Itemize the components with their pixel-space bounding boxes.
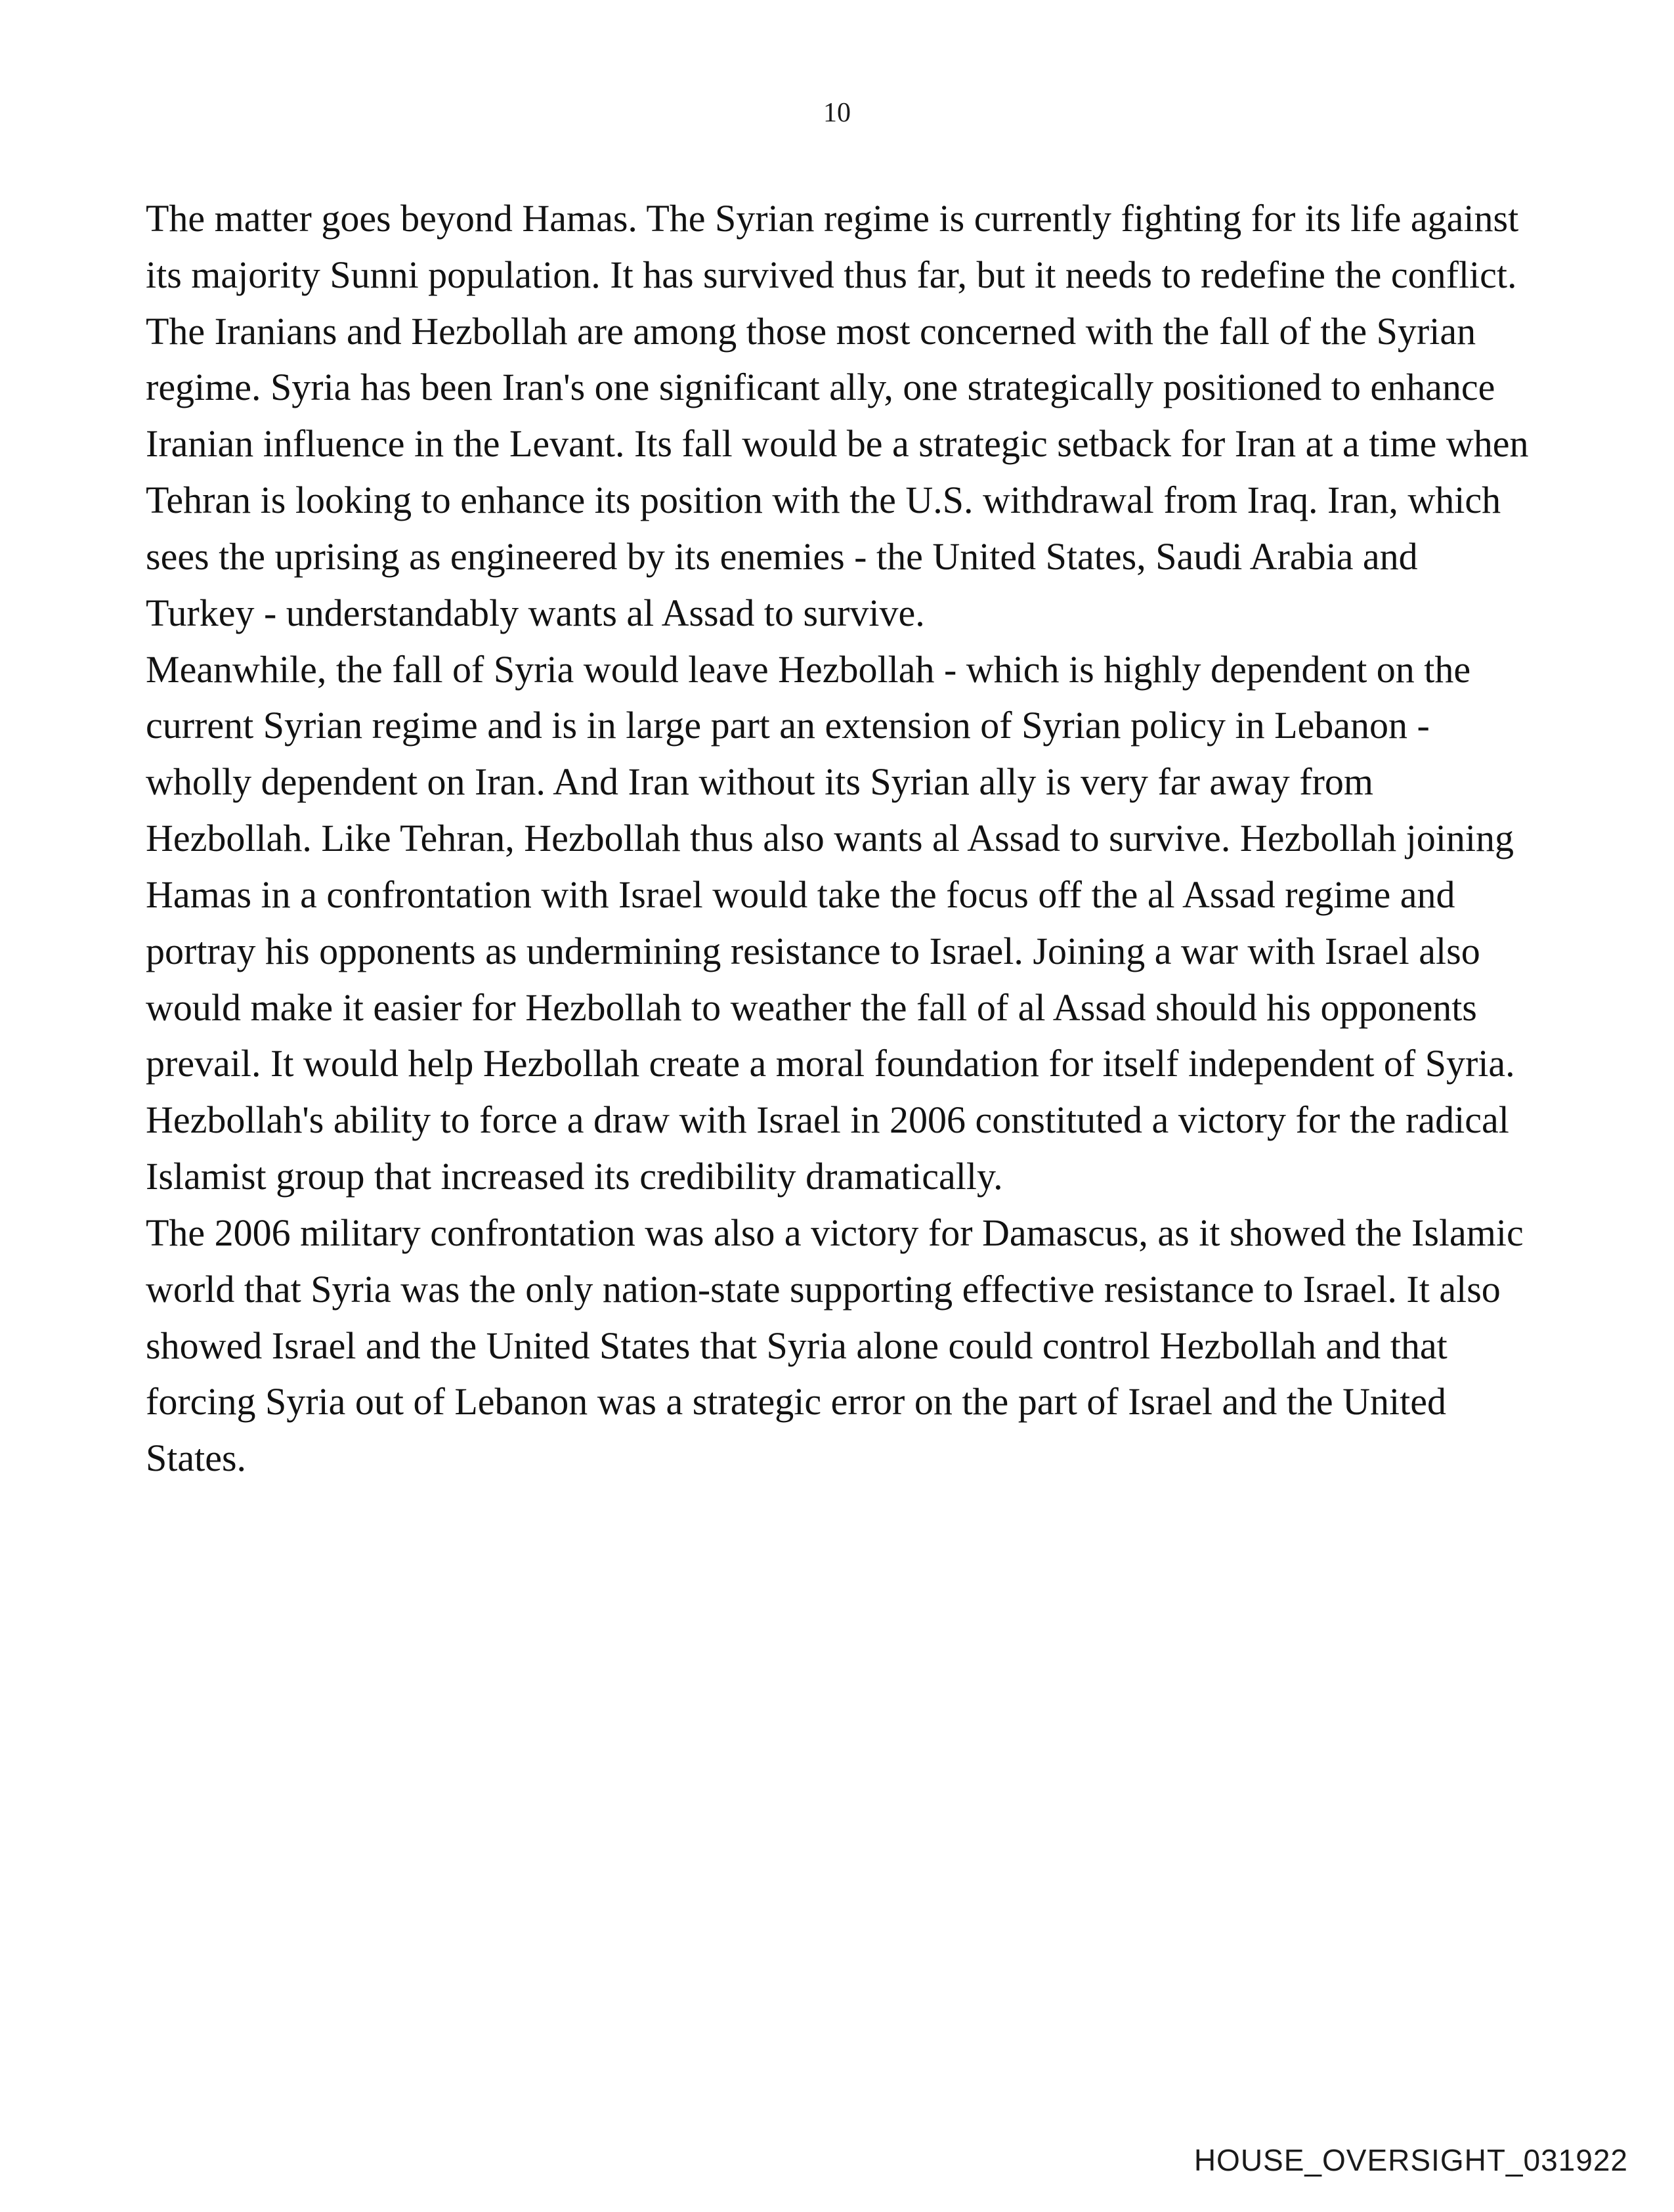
- document-body: [146, 190, 1531, 1486]
- paragraph-3: The 2006 military confrontation was also a victory for Damascus, as it showed the Islamic world that Syria was the only nation-state supporting effective resistance to Israel. It also showed Israel and the United States that Syria alone could control Hezbollah and that forcing Syria out of Lebanon was a strategic error on the part of Israel and the United States.: [146, 1211, 1524, 1480]
- page-number: 10: [823, 98, 851, 128]
- paragraph-2: Meanwhile, the fall of Syria would leave Hezbollah - which is highly dependent on the current Syrian regime and is in large part an extension of Syrian policy in Lebanon - wholly dependent on Iran. And Iran without its Syrian ally is very far away from Hezbollah. Like Tehran, Hezbollah thus also wants al Assad to survive. Hezbollah joining Hamas in a confrontation with Israel would take the focus off the al Assad regime and portray his opponents as undermining resistance to Israel. Joining a war with Israel also would make it easier for Hezbollah to weather the fall of al Assad should his opponents prevail. It would help Hezbollah create a moral foundation for itself independent of Syria. Hezbollah's ability to force a draw with Israel in 2006 constituted a victory for the radical Islamist group that increased its credibility dramatically.: [146, 647, 1515, 1198]
- bates-stamp: HOUSE_OVERSIGHT_031922: [1193, 2143, 1628, 2177]
- paragraph-1: The matter goes beyond Hamas. The Syrian regime is currently fighting for its life against its majority Sunni population. It has survived thus far, but it needs to redefine the conflict. The Iranians and Hezbollah are among those most concerned with the fall of the Syrian regime. Syria has been Iran's one significant ally, one strategically positioned to enhance Iranian influence in the Levant. Its fall would be a strategic setback for Iran at a time when Tehran is looking to enhance its position with the U.S. withdrawal from Iraq. Iran, which sees the uprising as engineered by its enemies - the United States, Saudi Arabia and Turkey - understandably wants al Assad to survive.: [146, 197, 1529, 634]
